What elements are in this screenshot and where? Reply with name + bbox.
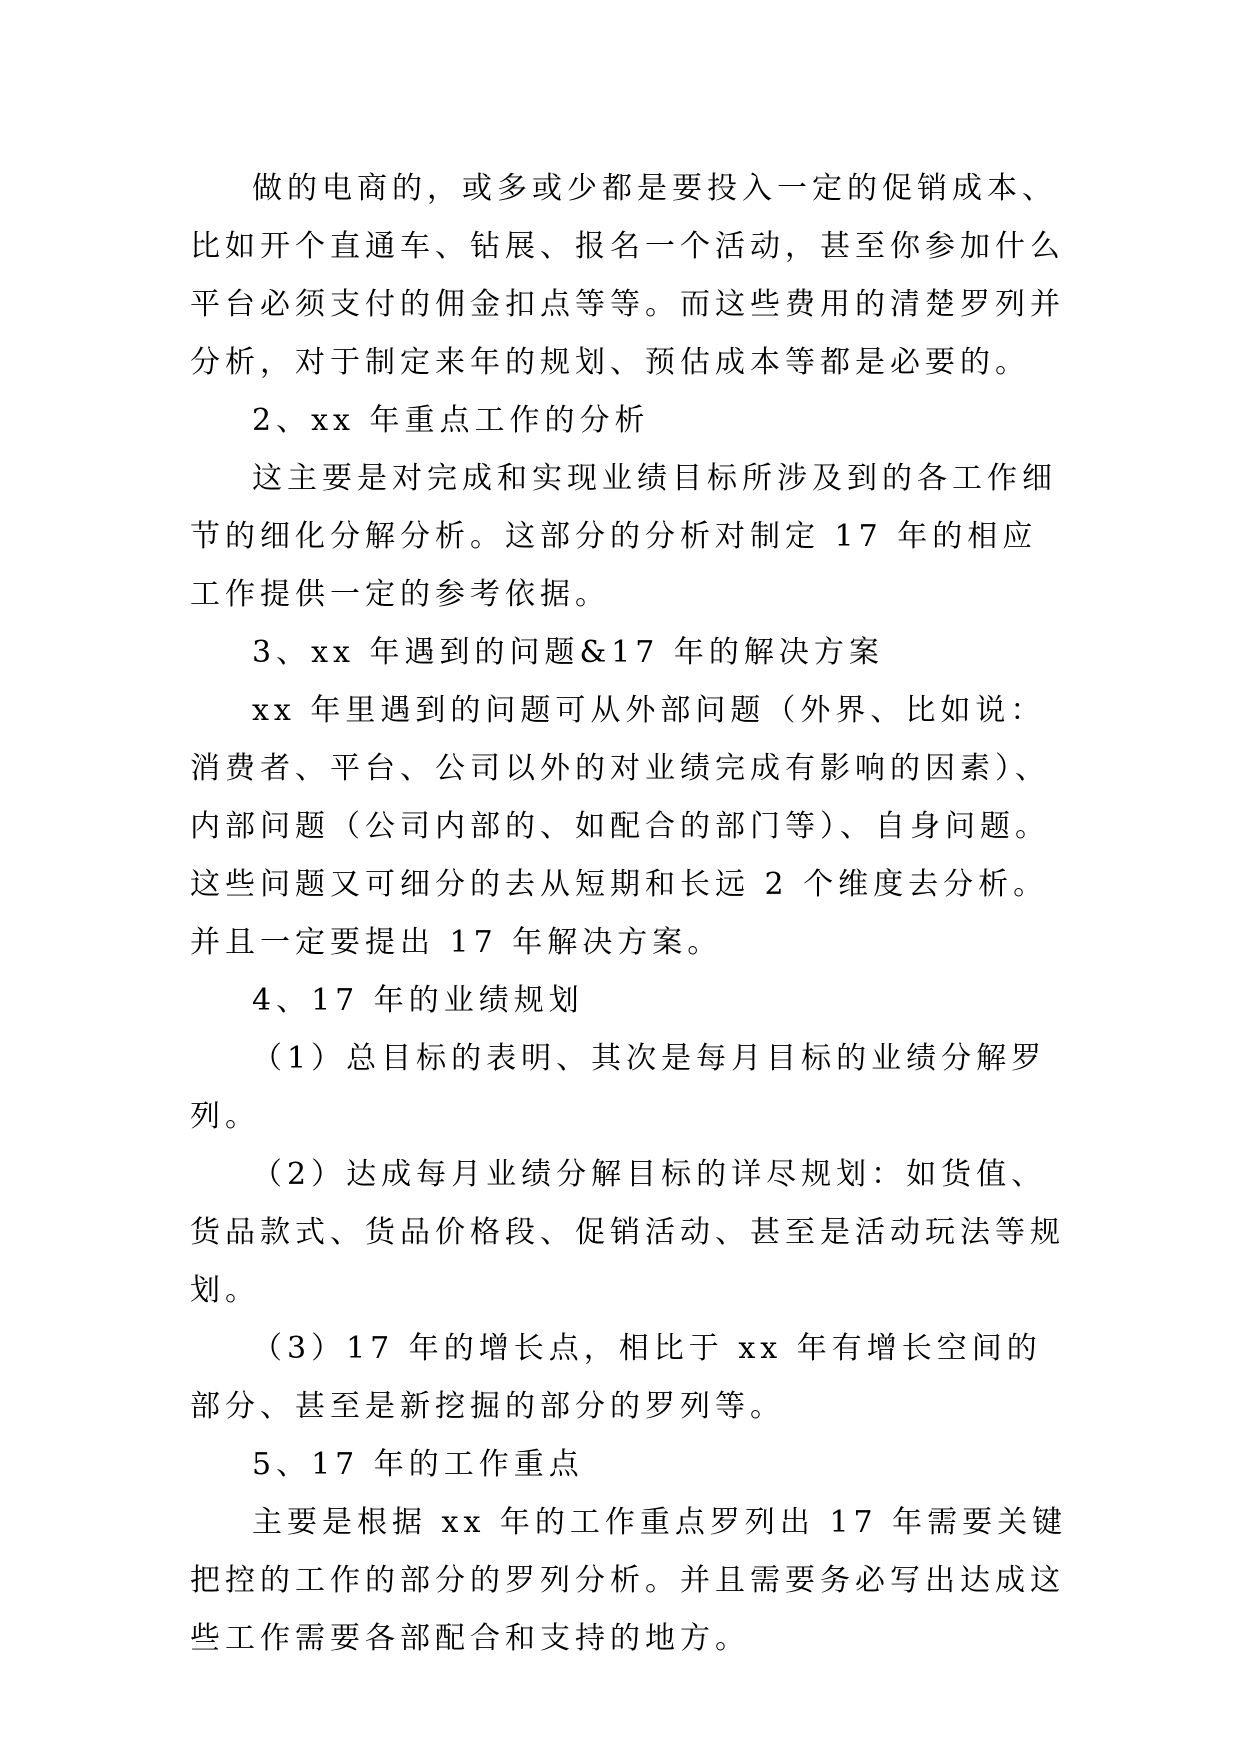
section-heading-2: 2、xx 年重点工作的分析 [252, 403, 650, 438]
paragraph-key-work-analysis: 这主要是对完成和实现业绩目标所涉及到的各工作细节的细化分解分析。这部分的分析对制定 17 年的相应工作提供一定的参考依据。 [190, 461, 1057, 612]
list-item-1: （1）总目标的表明、其次是每月目标的业绩分解罗列。 [190, 1041, 1047, 1134]
section-heading-5: 5、17 年的工作重点 [252, 1447, 584, 1482]
section-heading-4: 4、17 年的业绩规划 [252, 983, 584, 1018]
list-item-3: （3）17 年的增长点，相比于 xx 年有增长空间的部分、甚至是新挖掘的部分的罗列等。 [190, 1331, 1042, 1424]
section-heading-3: 3、xx 年遇到的问题&17 年的解决方案 [252, 635, 884, 670]
paragraph-promotion-costs: 做的电商的，或多或少都是要投入一定的促销成本、比如开个直通车、钻展、报名一个活动，甚至你参加什么平台必须支付的佣金扣点等等。而这些费用的清楚罗列并分析，对于制定来年的规划、预估成本等都是必要的。 [190, 171, 1065, 380]
document-body [190, 160, 1070, 1668]
list-item-2: （2）达成每月业绩分解目标的详尽规划：如货值、货品款式、货品价格段、促销活动、甚至是活动玩法等规划。 [190, 1157, 1065, 1308]
paragraph-problems-solutions: xx 年里遇到的问题可从外部问题（外界、比如说：消费者、平台、公司以外的对业绩完成有影响的因素）、内部问题（公司内部的、如配合的部门等）、自身问题。这些问题又可细分的去从短期和长远 2 个维度去分析。并且一定要提出 17 年解决方案。 [190, 693, 1050, 960]
paragraph-work-focus: 主要是根据 xx 年的工作重点罗列出 17 年需要关键把控的工作的部分的罗列分析。并且需要务必写出达成这些工作需要各部配合和支持的地方。 [190, 1505, 1068, 1656]
